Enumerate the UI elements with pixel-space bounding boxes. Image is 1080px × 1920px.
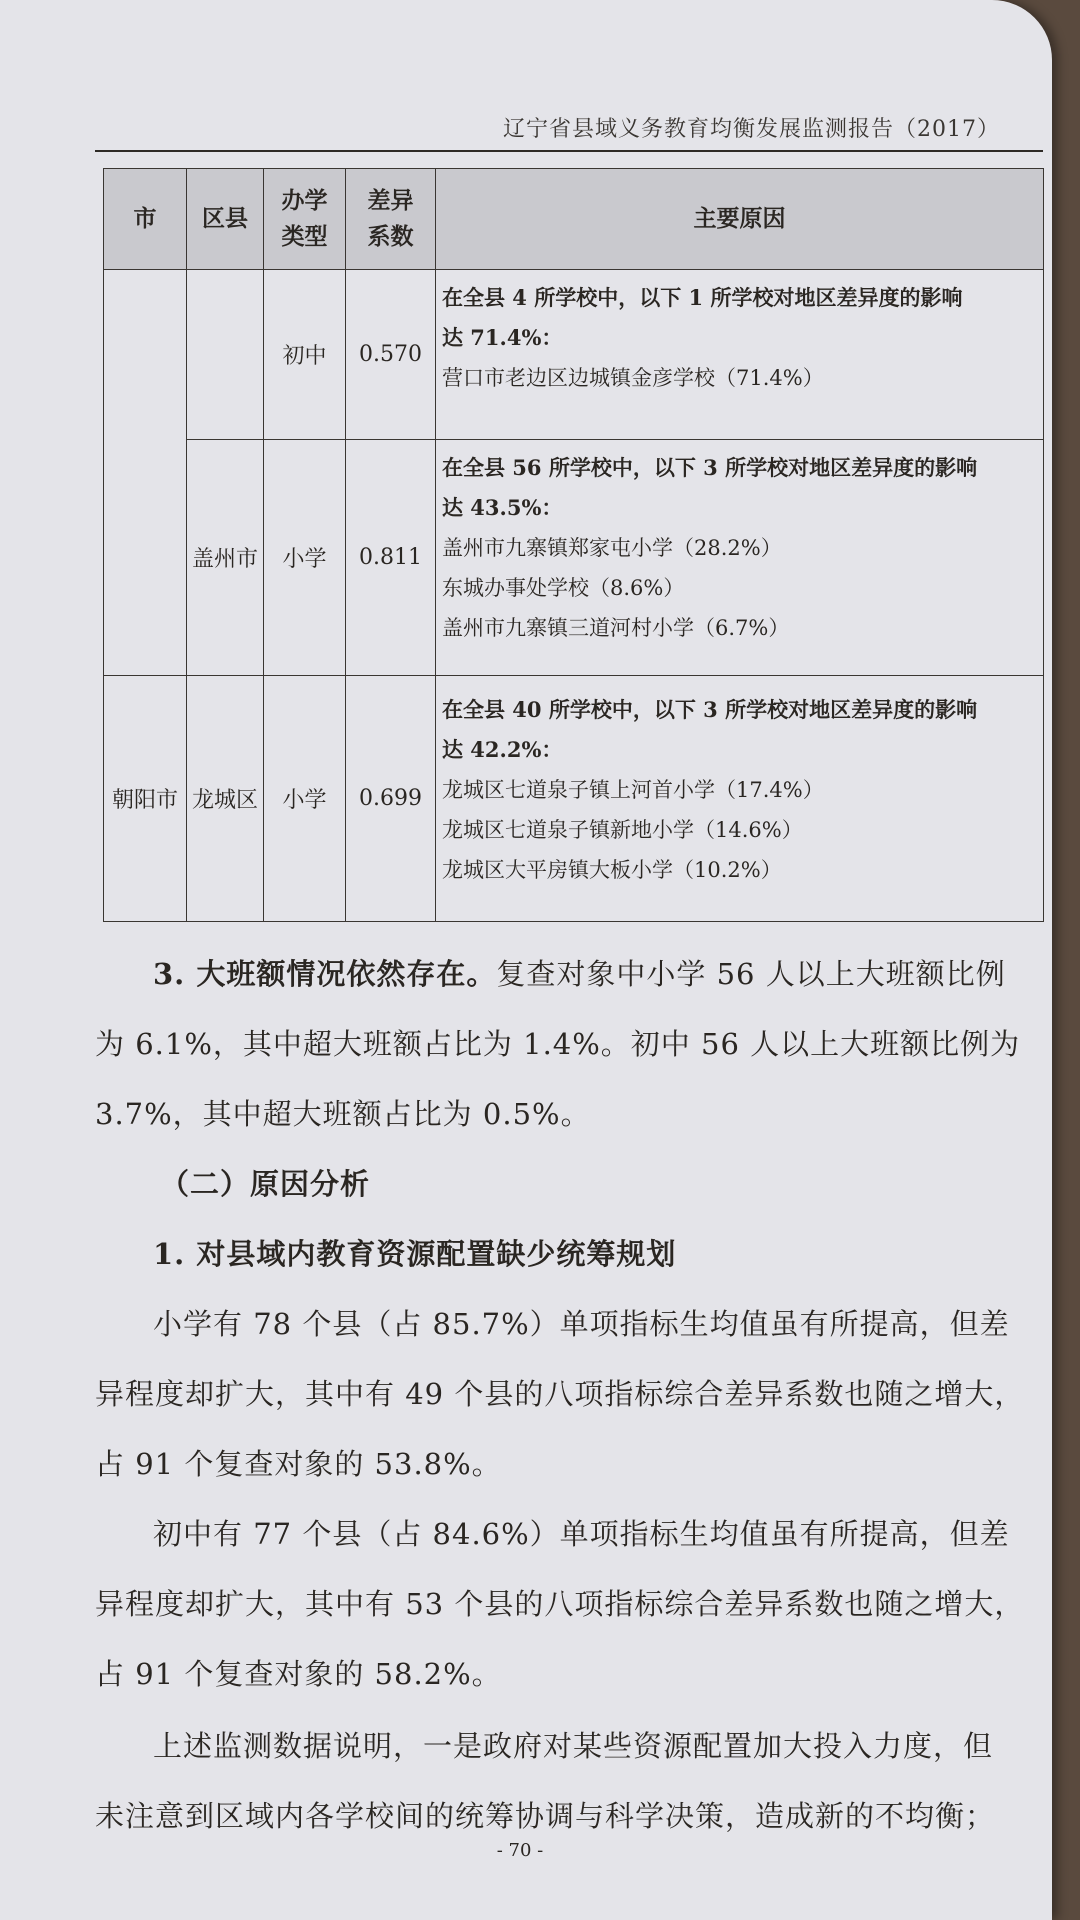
header-reason: 主要原因 bbox=[436, 169, 1044, 270]
cell-city bbox=[104, 440, 187, 676]
cell-city bbox=[104, 270, 187, 440]
header-coef bbox=[346, 169, 436, 270]
paragraph-line: 3.7%，其中超大班额占比为 0.5%。 bbox=[95, 1097, 591, 1131]
header-county: 区县 bbox=[187, 169, 264, 270]
reason-lead-line: 达 42.2%： bbox=[442, 737, 563, 762]
cell-reason bbox=[436, 440, 1044, 676]
cell-county: 龙城区 bbox=[187, 676, 264, 922]
running-header: 辽宁省县域义务教育均衡发展监测报告（2017） bbox=[503, 117, 1000, 142]
paragraph-heading: 3. 大班额情况依然存在。 bbox=[153, 957, 497, 991]
reason-lead-line: 在全县 4 所学校中，以下 1 所学校对地区差异度的影响 bbox=[442, 285, 963, 310]
paragraph-line: 小学有 78 个县（占 85.7%）单项指标生均值虽有所提高，但差 bbox=[153, 1307, 1010, 1341]
reason-school: 盖州市九寨镇三道河村小学（6.7%） bbox=[442, 616, 790, 640]
paragraph-line: 占 91 个复查对象的 58.2%。 bbox=[95, 1657, 502, 1691]
cell-county bbox=[187, 270, 264, 440]
cell-reason bbox=[436, 270, 1044, 440]
paragraph-line: 未注意到区域内各学校间的统筹协调与科学决策，造成新的不均衡； bbox=[95, 1799, 996, 1833]
paragraph-line: 占 91 个复查对象的 53.8%。 bbox=[95, 1447, 502, 1481]
cell-reason bbox=[436, 676, 1044, 922]
reason-lead-line: 在全县 40 所学校中，以下 3 所学校对地区差异度的影响 bbox=[442, 697, 978, 722]
cell-coef: 0.811 bbox=[346, 440, 436, 676]
reason-school: 盖州市九寨镇郑家屯小学（28.2%） bbox=[442, 536, 782, 560]
header-type bbox=[264, 169, 346, 270]
table-row bbox=[104, 270, 1044, 440]
table-row bbox=[104, 676, 1044, 922]
reason-school: 龙城区七道泉子镇上河首小学（17.4%） bbox=[442, 778, 824, 802]
header-city: 市 bbox=[104, 169, 187, 270]
header-rule bbox=[95, 150, 1043, 152]
cell-county: 盖州市 bbox=[187, 440, 264, 676]
table-row bbox=[104, 440, 1044, 676]
reason-school: 龙城区大平房镇大板小学（10.2%） bbox=[442, 858, 782, 882]
paragraph-line: 异程度却扩大，其中有 49 个县的八项指标综合差异系数也随之增大， bbox=[95, 1377, 1025, 1411]
cell-type: 初中 bbox=[264, 270, 346, 440]
sub-heading: 1. 对县域内教育资源配置缺少统筹规划 bbox=[153, 1237, 677, 1271]
cell-type: 小学 bbox=[264, 676, 346, 922]
cell-coef: 0.570 bbox=[346, 270, 436, 440]
reason-lead-line: 达 43.5%： bbox=[442, 495, 563, 520]
paragraph-line: 为 6.1%，其中超大班额占比为 1.4%。初中 56 人以上大班额比例为 bbox=[95, 1027, 1021, 1061]
disparity-table bbox=[103, 168, 1044, 922]
paragraph-text: 复查对象中小学 56 人以上大班额比例 bbox=[496, 957, 1006, 991]
cell-city: 朝阳市 bbox=[104, 676, 187, 922]
cell-type: 小学 bbox=[264, 440, 346, 676]
reason-lead-line: 在全县 56 所学校中，以下 3 所学校对地区差异度的影响 bbox=[442, 455, 978, 480]
paragraph-line: 初中有 77 个县（占 84.6%）单项指标生均值虽有所提高，但差 bbox=[153, 1517, 1010, 1551]
page-number: - 70 - bbox=[496, 1840, 544, 1861]
reason-school: 东城办事处学校（8.6%） bbox=[442, 576, 685, 600]
paragraph-line: 上述监测数据说明，一是政府对某些资源配置加大投入力度，但 bbox=[153, 1729, 994, 1763]
header-type-text: 办学 类型 bbox=[281, 187, 328, 250]
reason-lead-line: 达 71.4%： bbox=[442, 325, 563, 350]
section-heading: （二）原因分析 bbox=[160, 1167, 371, 1201]
paragraph-line bbox=[153, 952, 1006, 993]
header-coef-text: 差异 系数 bbox=[367, 187, 414, 250]
cell-coef: 0.699 bbox=[346, 676, 436, 922]
reason-school: 营口市老边区边城镇金彦学校（71.4%） bbox=[442, 366, 824, 390]
reason-school: 龙城区七道泉子镇新地小学（14.6%） bbox=[442, 818, 803, 842]
table-header-row bbox=[104, 169, 1044, 270]
paragraph-line: 异程度却扩大，其中有 53 个县的八项指标综合差异系数也随之增大， bbox=[95, 1587, 1025, 1621]
